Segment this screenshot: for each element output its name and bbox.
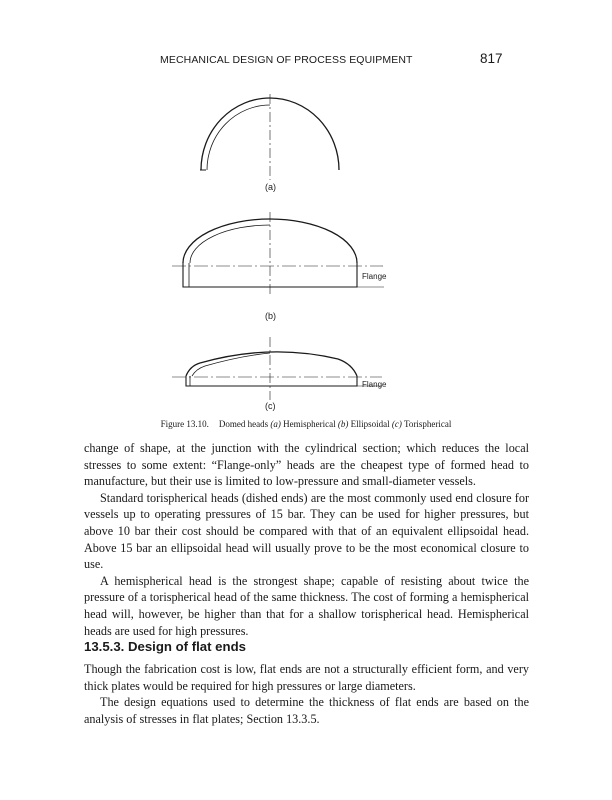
caption-text-4: Torispherical bbox=[401, 419, 452, 429]
caption-number: Figure 13.10. bbox=[160, 419, 209, 429]
caption-text-3: Ellipsoidal bbox=[348, 419, 392, 429]
section-body-text bbox=[84, 661, 529, 727]
paragraph: Standard torispherical heads (dished ends) are the most commonly used end closure for vessels up to operating pressures of 15 bar. They can be used for higher pressures, but above 10 bar their cost should be compared with that of an equivalent ellipsoidal head. Above 15 bar an ellipsoidal head will usually prove to be the most economical closure to use. bbox=[84, 490, 529, 572]
torispherical-head-drawing bbox=[172, 337, 382, 400]
running-head: MECHANICAL DESIGN OF PROCESS EQUIPMENT bbox=[160, 54, 413, 66]
paragraph: A hemispherical head is the strongest shape; capable of resisting about twice the pressure of a torispherical head of the same thickness. The cost of forming a hemispherical head will, however, be higher than that for a shallow torispherical head. Hemispherical heads are used for high pressures. bbox=[84, 573, 529, 638]
caption-text-2: Hemispherical bbox=[280, 419, 338, 429]
paragraph: The design equations used to determine the thickness of flat ends are based on the analysis of stresses in flat plates; Section 13.3.5. bbox=[84, 695, 529, 726]
figure-label-b: (b) bbox=[265, 311, 276, 321]
hemispherical-head-drawing bbox=[200, 94, 339, 180]
page-number: 817 bbox=[480, 51, 503, 66]
figure-caption bbox=[60, 419, 552, 429]
figure-label-a: (a) bbox=[265, 182, 276, 192]
section-heading: 13.5.3. Design of flat ends bbox=[84, 639, 246, 654]
caption-label-a: (a) bbox=[270, 419, 281, 429]
flange-label-b: Flange bbox=[362, 272, 387, 281]
figure-label-c: (c) bbox=[265, 401, 276, 411]
flange-label-c: Flange bbox=[362, 380, 387, 389]
caption-label-c: (c) bbox=[391, 419, 402, 429]
caption-label-b: (b) bbox=[337, 419, 349, 429]
caption-text-1: Domed heads bbox=[218, 419, 271, 429]
ellipsoidal-head-drawing bbox=[172, 212, 384, 297]
body-text-block bbox=[84, 440, 529, 639]
paragraph: Though the fabrication cost is low, flat ends are not a structurally efficient form, and very thick plates would be required for high pressures or large diameters. bbox=[84, 662, 529, 693]
paragraph: change of shape, at the junction with the cylindrical section; which reduces the local stresses to some extent: “Flange-only” heads are the cheapest type of formed head to manufacture, but their use is limited to low-pressure and small-diameter vessels. bbox=[84, 441, 529, 489]
